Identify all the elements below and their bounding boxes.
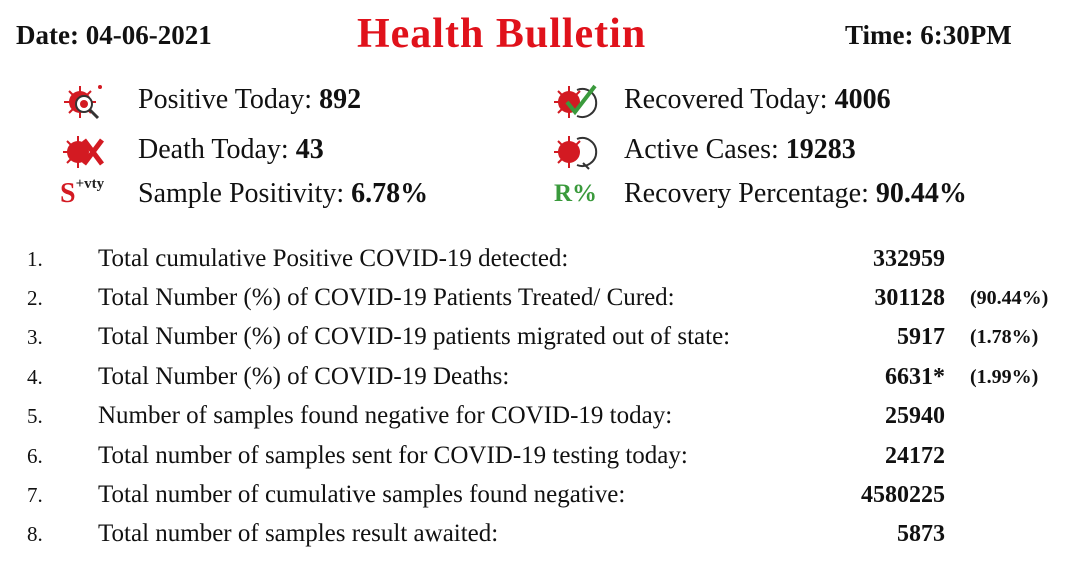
row-number: 5. [27,404,43,428]
row-label: Total number of samples sent for COVID-19 testing today: [98,442,688,469]
row-label: Total number of cumulative samples found negative: [98,481,626,508]
stat-death-value: 43 [295,134,324,165]
row-label: Total Number (%) of COVID-19 Deaths: [98,363,510,390]
stat-positive-today [138,84,361,116]
stat-recovered-value: 4006 [834,84,891,115]
stat-active-value: 19283 [785,134,856,165]
virus-magnifier-icon [62,82,108,122]
positivity-symbol-letter: S [60,178,76,209]
row-number: 1. [27,247,43,271]
stat-active-cases [624,134,856,166]
row-percent: (1.99%) [970,366,1039,388]
stat-active-label: Active Cases: [624,134,779,165]
row-percent: (90.44%) [970,287,1049,309]
bulletin-time: Time: 6:30PM [845,20,1012,50]
row-number: 8. [27,522,43,546]
row-value: 5873 [897,521,945,547]
recovery-symbol: R% [554,180,598,207]
row-percent: (1.78%) [970,326,1039,348]
row-number: 4. [27,365,43,389]
row-label: Total number of samples result awaited: [98,520,499,547]
row-number: 2. [27,286,43,310]
stat-recovered-today [624,84,891,116]
row-value: 5917 [897,324,945,350]
row-value: 24172 [885,443,945,469]
row-label: Total cumulative Positive COVID-19 detected: [98,245,569,272]
stat-positive-value: 892 [319,84,362,115]
row-number: 7. [27,483,43,507]
row-value: 6631* [885,364,945,390]
stat-positivity-value: 6.78% [351,178,429,209]
stat-death-label: Death Today: [138,134,289,165]
stat-positive-label: Positive Today: [138,84,313,115]
row-number: 6. [27,444,43,468]
row-number: 3. [27,325,43,349]
stat-recovery-label: Recovery Percentage: [624,178,869,209]
bulletin-date: Date: 04-06-2021 [16,20,212,50]
virus-checkmark-icon [553,82,599,122]
row-label: Total Number (%) of COVID-19 patients migrated out of state: [98,323,731,350]
stat-sample-positivity [138,178,428,210]
virus-bracket-icon [553,132,599,172]
stat-recovery-value: 90.44% [875,178,967,209]
stat-recovery-percentage [624,178,967,210]
positivity-symbol [60,175,105,210]
row-value: 332959 [873,246,945,272]
row-label: Total Number (%) of COVID-19 Patients Treated/ Cured: [98,284,675,311]
virus-cross-icon [62,132,108,172]
row-value: 301128 [874,285,945,311]
positivity-symbol-sup: +vty [75,175,105,192]
stat-positivity-label: Sample Positivity: [138,178,345,209]
bulletin-title: Health Bulletin [357,11,647,57]
row-value: 25940 [885,403,945,429]
stat-death-today [138,134,324,166]
row-value: 4580225 [861,482,945,508]
stat-recovered-label: Recovered Today: [624,84,828,115]
row-label: Number of samples found negative for COVID-19 today: [98,402,673,429]
